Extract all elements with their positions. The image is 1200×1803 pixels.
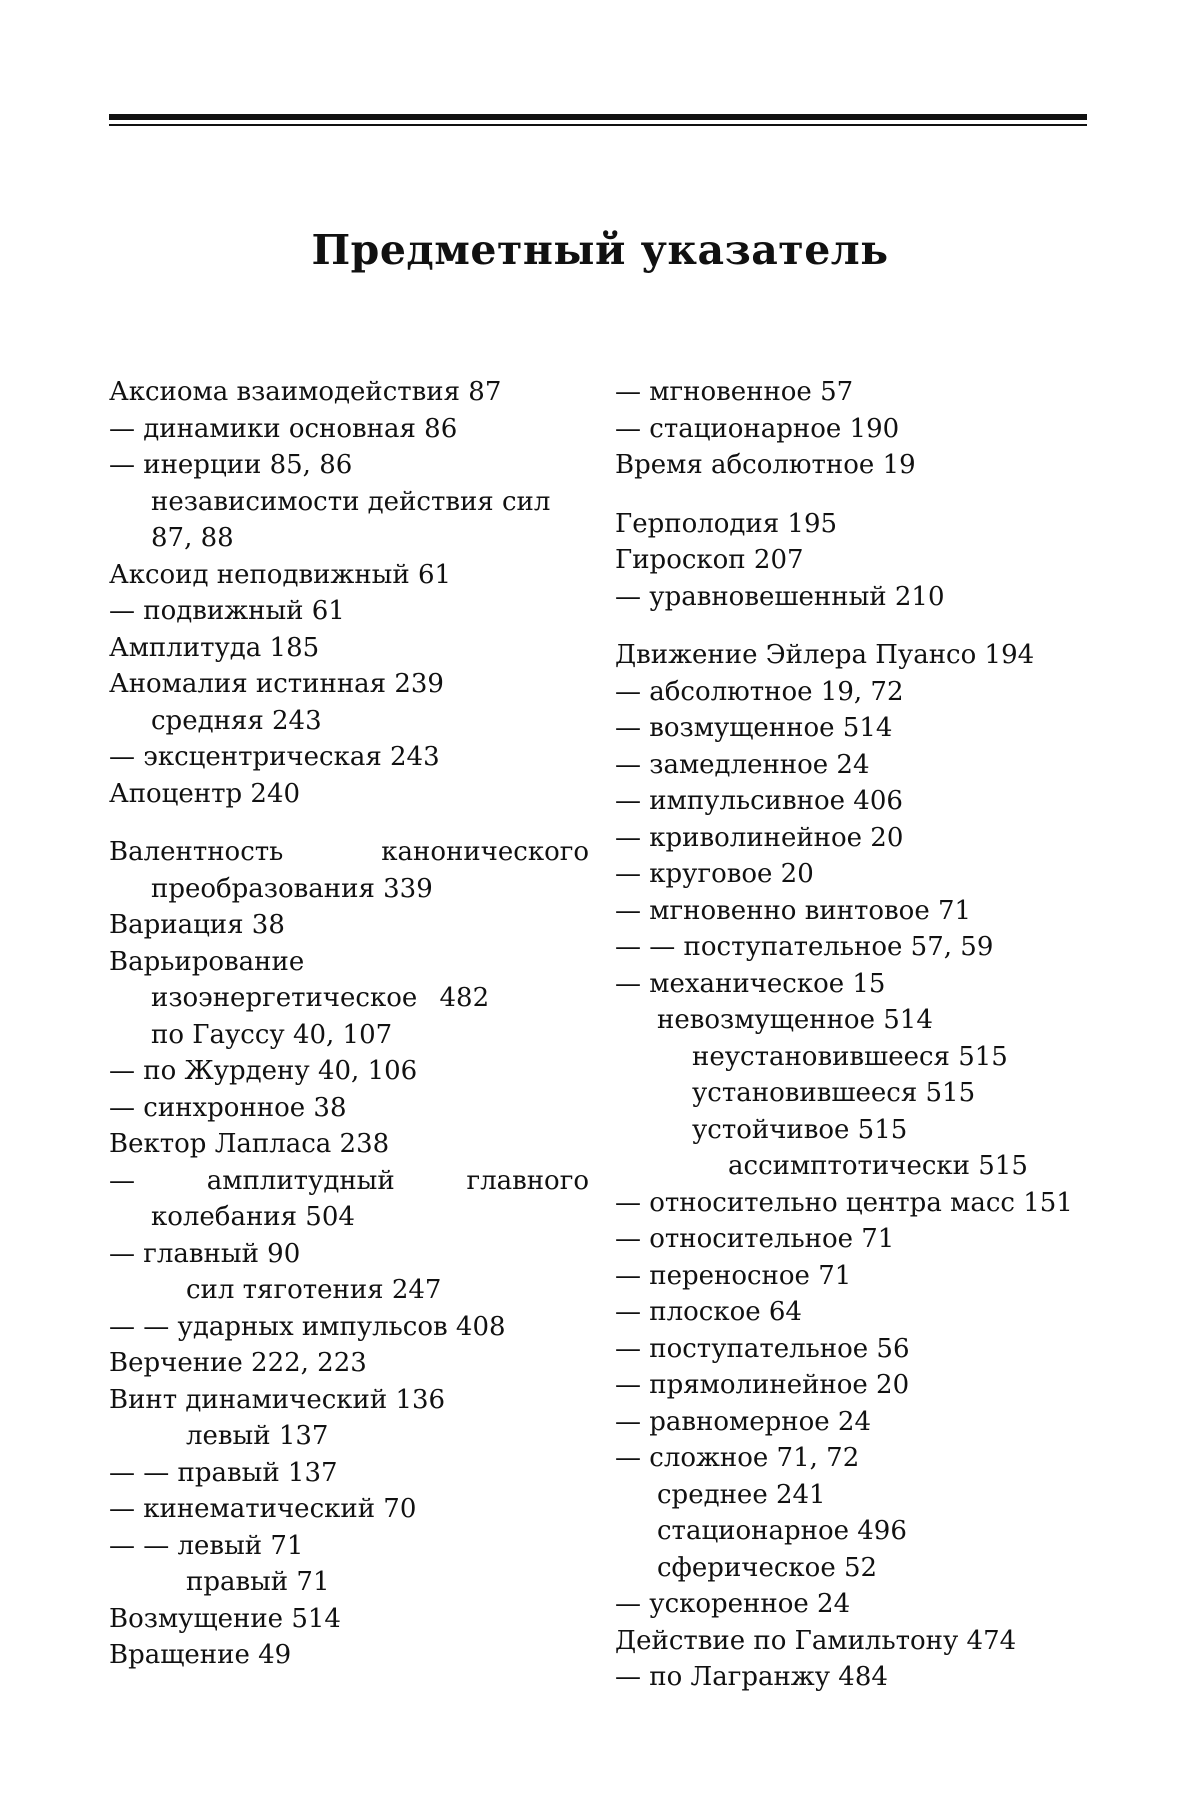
index-entry: — мгновенное 57 [615,377,854,407]
index-entry: — замедленное 24 [615,749,870,780]
index-entry: Действие по Гамильтону 474 [615,1625,1017,1656]
index-entry: — относительное 71 [615,1224,895,1254]
index-entry: невозмущенное 514 [657,1005,933,1035]
index-entry: Вектор Лапласа 238 [109,1129,390,1159]
index-entry: — переносное 71 [615,1260,852,1291]
index-entry: — — поступательное 57, 59 [615,932,994,962]
index-entry: сферическое 52 [657,1552,878,1583]
index-entry: — динамики основная 86 [109,413,458,444]
index-entry: устойчивое 515 [692,1114,908,1145]
index-entry: — механическое 15 [615,968,886,999]
index-entry: — сложное 71, 72 [615,1443,860,1473]
index-entry: — относительно центра масс 151 [615,1187,1073,1218]
index-entry: — кинематический 70 [109,1494,417,1524]
letter-group-gap [109,812,589,834]
index-entry: — инерции 85, 86 [109,450,353,480]
index-entry: правый 71 [186,1567,330,1597]
index-column-left [109,374,589,1674]
index-entry: Вращение 49 [109,1640,292,1670]
index-entry: — мгновенно винтовое 71 [615,895,972,926]
index-entry: — абсолютное 19, 72 [615,676,904,707]
index-entry [109,484,591,557]
header-rule-thick [109,114,1087,120]
index-entry: — возмущенное 514 [615,713,893,743]
page-title: Предметный указатель [311,226,889,274]
index-entry: Аксиома взаимодействия 87 [109,377,502,407]
index-entry: Герполодия 195 [615,508,838,539]
index-column-right [615,374,1085,1696]
index-entry: — импульсивное 406 [615,786,903,816]
index-entry: Аномалия истинная 239 [109,669,444,699]
index-entry: Вариация 38 [109,910,285,940]
index-entry: Время абсолютное 19 [615,450,916,480]
index-entry: — равномерное 24 [615,1406,872,1437]
index-entry: — синхронное 38 [109,1092,347,1123]
index-entry: Движение Эйлера Пуансо 194 [615,640,1035,670]
index-entry: установившееся 515 [692,1078,976,1108]
index-entry: — — левый 71 [109,1530,304,1561]
index-entry: — уравновешенный 210 [615,581,945,612]
index-entry: — по Журдену 40, 106 [109,1056,418,1086]
index-entry: Возмущение 514 [109,1603,341,1634]
index-entry: — — ударных импульсов 408 [109,1311,506,1342]
index-entry: Винт динамический 136 [109,1384,446,1415]
index-entry: — главный 90 [109,1238,301,1269]
index-entry: — плоское 64 [615,1297,802,1327]
index-entry: ассимптотически 515 [728,1151,1028,1181]
index-entry: Варьирование изоэнергетическое 482 [109,946,490,1013]
index-entry: Верчение 222, 223 [109,1348,367,1378]
index-entry: среднее 241 [657,1479,826,1510]
index-entry: — круговое 20 [615,859,814,889]
header-rule-thin [109,124,1087,126]
index-entry: стационарное 496 [657,1516,907,1546]
index-entry: — поступательное 56 [615,1333,910,1364]
index-entry: — эксцентрическая 243 [109,742,440,772]
index-entry: левый 137 [186,1421,329,1451]
index-entry-text: независимости действия сил 87, 88 [151,486,551,553]
index-entry: — подвижный 61 [109,596,345,626]
index-entry: Апоцентр 240 [109,778,301,809]
index-entry: Валентность канонического преобразования 339 [109,837,589,904]
index-entry: — — правый 137 [109,1457,338,1488]
index-entry: по Гауссу 40, 107 [151,1019,393,1050]
index-entry: неустановившееся 515 [692,1041,1008,1072]
index-entry: Амплитуда 185 [109,632,320,663]
index-entry: Гироскоп 207 [615,545,804,575]
index-entry: средняя 243 [151,705,322,736]
index-entry: — амплитудный главного колебания 504 [109,1165,589,1232]
index-entry: — по Лагранжу 484 [615,1662,888,1692]
letter-group-gap [615,484,1085,506]
index-entry: — криволинейное 20 [615,822,904,853]
index-entry: Аксоид неподвижный 61 [109,559,452,590]
index-entry: — прямолинейное 20 [615,1370,910,1400]
index-entry: — стационарное 190 [615,413,900,444]
index-entry: сил тяготения 247 [186,1275,442,1305]
letter-group-gap [615,615,1085,637]
index-entry: — ускоренное 24 [615,1589,851,1619]
